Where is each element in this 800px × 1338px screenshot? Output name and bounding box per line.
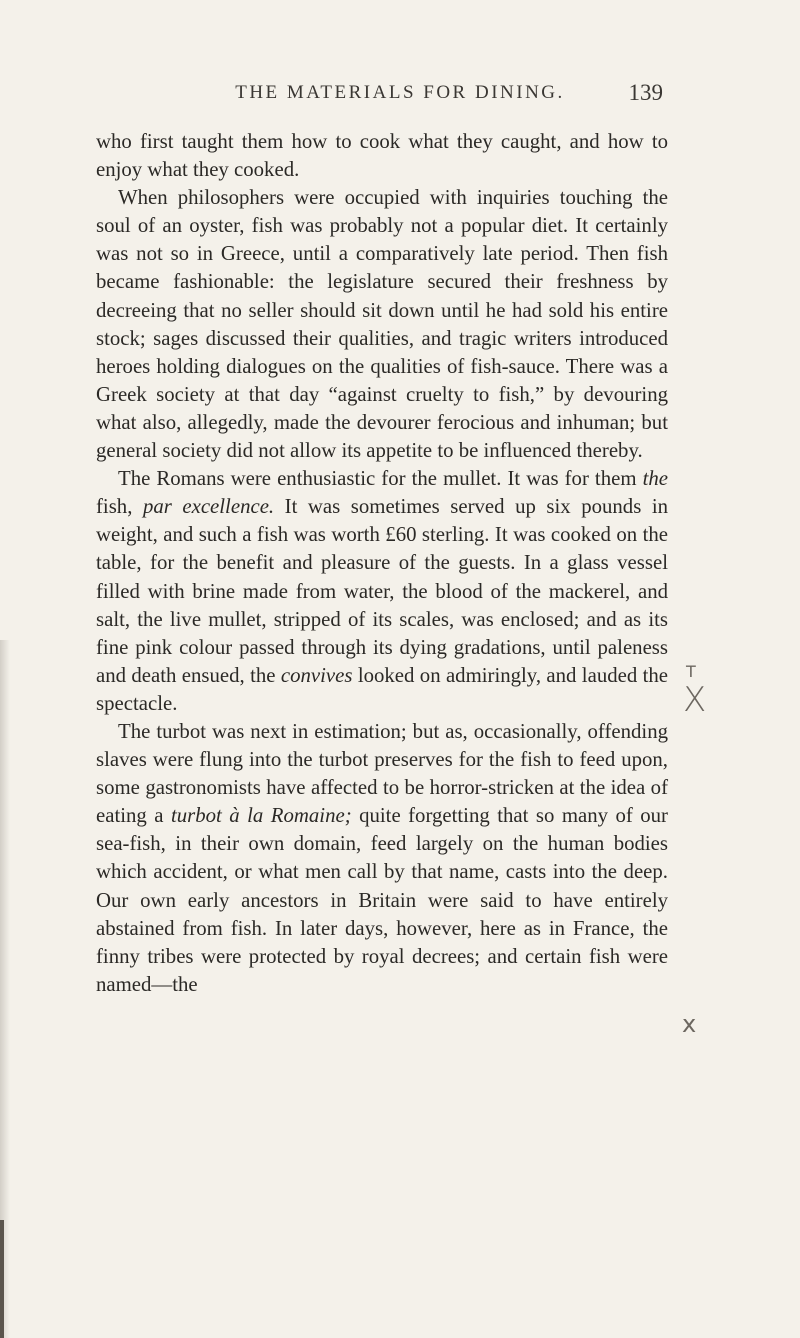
page-edge-dark-strip [0, 1220, 4, 1338]
paragraph-3-text-3: It was sometimes served up six pounds in weight, and such a fish was worth £60 sterling. It was cooked on the table, for the benefit and pleasure of the guests. In a glass vessel filled with brine made from water, the blood of the mackerel, and salt, the live mullet, stripped of its scales, was enclosed; and as its fine pink colour passed through its dying gradations, until paleness and death ensued, the [96, 495, 669, 687]
page-number: 139 [628, 80, 663, 105]
margin-mark-t: T [686, 662, 696, 681]
margin-mark-x-small: ⅹ [682, 1010, 697, 1038]
paragraph-3 [96, 465, 668, 718]
paragraph-3-italic-2: par excellence. [142, 495, 275, 519]
page-header [0, 80, 800, 120]
paragraph-3-text-2: fish, [96, 495, 143, 519]
paragraph-3-italic-3: convives [280, 663, 353, 687]
paragraph-3-italic-1: the [642, 467, 668, 491]
paragraph-2: When philosophers were occupied with inquiries touching the soul of an oyster, fish was probably not a popular diet. It certainly was not so in Greece, until a comparatively late period. Then fish became fashionable: the legislature secured their freshness by decreeing that no seller should sit down until he had sold his entire stock; sages discussed their qualities, and tragic writers introduced heroes holding dialogues on the qualities of fish-sauce. There was a Greek society at that day “against cruelty to fish,” by devouring what also, allegedly, made the devourer ferocious and inhuman; but general society did not allow its appetite to be influenced thereby. [96, 186, 668, 463]
paragraph-4 [96, 718, 668, 999]
body-text [96, 128, 668, 999]
margin-mark-x: X [683, 680, 707, 720]
running-head: THE MATERIALS FOR DINING. [235, 82, 565, 103]
paragraph-4-text-2: quite forgetting that so many of our sea-fish, in their own domain, feed largely on the human bodies which accident, or what men call by that name, casts into the deep. Our own early ancestors in Britain were said to have entirely abstained from fish. In later days, however, here as in France, the finny tribes were protected by royal decrees; and certain fish were named—the [96, 804, 668, 996]
paragraph-4-italic-1: turbot à la Romaine; [170, 804, 352, 828]
paragraph-3-text-4: looked on admiringly, and lauded the spectacle. [96, 663, 669, 715]
paragraph-1: who first taught them how to cook what they caught, and how to enjoy what they cooked. [96, 130, 668, 182]
paragraph-3-text-1: The Romans were enthusiastic for the mullet. It was for them [118, 467, 643, 491]
paragraph-4-text-1: The turbot was next in estimation; but as, occasionally, offending slaves were flung into the turbot preserves for the fish to feed upon, some gastronomists have affected to be horror-stricken at the idea of eating a [96, 719, 668, 828]
